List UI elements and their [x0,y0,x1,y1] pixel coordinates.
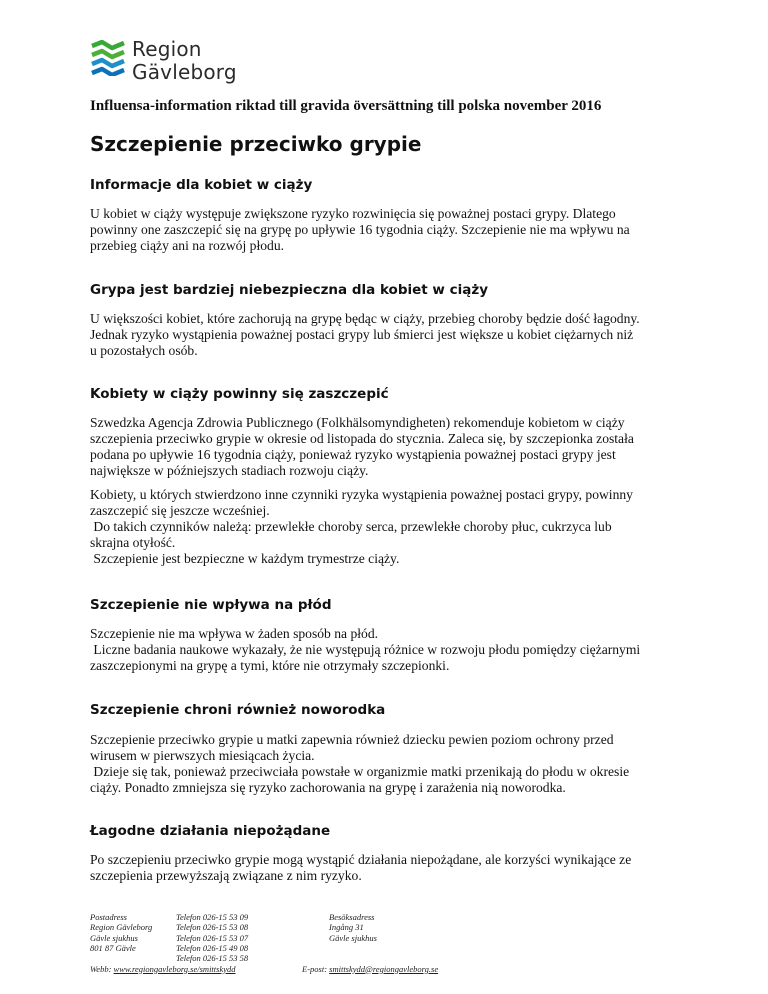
footer-text: 801 87 Gävle [90,942,136,953]
text-line: Szwedzka Agencja Zdrowia Publicznego (Folkhälsomyndigheten) rekomenduje kobietom w ciąży [90,415,625,430]
section-paragraph [90,852,690,884]
section-paragraph [90,626,690,674]
footer-phone-numbers [176,912,248,963]
page-title: Szczepienie przeciwko grypie [90,132,422,156]
text-line: Kobiety, u których stwierdzono inne czynniki ryzyka wystąpienia poważnej postaci grypy, powinny [90,487,633,502]
text-line: U większości kobiet, które zachorują na grypę będąc w ciąży, przebieg choroby będzie dość łagodny. [90,311,640,326]
text-line: u pozostałych osób. [90,343,198,358]
document-subtitle: Influensa-information riktad till gravida översättning till polska november 2016 [90,98,602,114]
footer-text: Telefon 026-15 53 58 [176,953,249,964]
logo-stripes-icon [90,40,126,76]
text-line: U kobiet w ciąży występuje zwiększone ryzyko rozwinięcia się poważnej postaci grypy. Dlatego [90,206,616,221]
section-heading-dzialania: Łagodne działania niepożądane [90,823,331,839]
text-line: wirusem w pierwszych miesiącach życia. [90,748,315,763]
footer-email [302,964,438,974]
section-heading-plod: Szczepienie nie wpływa na płód [90,597,332,613]
section-heading-informacje: Informacje dla kobiet w ciąży [90,177,313,193]
footer-text: Telefon 026-15 53 07 [176,932,249,943]
footer-email-label: E-post: [302,963,330,974]
text-line: Jednak ryzyko wystąpienia poważnej postaci grypy lub śmierci jest większe u kobiet ciężarnych niż [90,327,634,342]
footer-text: Telefon 026-15 53 09 [176,912,249,922]
section-paragraph [90,206,690,254]
logo-line-2: Gävleborg [132,60,237,84]
text-line: zaszczepić się jeszcze wcześniej. [90,503,270,518]
section-paragraph [90,732,690,796]
footer-text: Ingång 31 [329,922,364,933]
text-line: Szczepienie nie ma wpływa w żaden sposób na płód. [90,626,379,641]
footer-text: Telefon 026-15 49 08 [176,942,249,953]
footer-web-label: Webb: [90,963,114,974]
footer-text: Gävle sjukhus [90,932,138,943]
logo-line-1: Region [132,37,202,61]
text-line: Szczepienie jest bezpieczne w każdym trymestrze ciąży. [90,551,400,566]
text-line: szczepienia przeciwko grypie w okresie od listopada do stycznia. Zaleca się, by szczepionka została [90,431,634,446]
footer-email-link[interactable]: smittskydd@regiongavleborg.se [329,963,439,974]
text-line: Szczepienie przeciwko grypie u matki zapewnia również dziecku pewien poziom ochrony przed [90,732,614,747]
footer-text: Telefon 026-15 53 08 [176,922,249,933]
text-line: ciąży. Ponadto zmniejsza się ryzyko zachorowania na grypę i zarażenia nią noworodka. [90,780,566,795]
text-line: Dzieje się tak, ponieważ przeciwciała powstałe w organizmie matki przenikają do płodu w okresie [90,764,630,779]
text-line: przebieg ciąży ani na rozwój płodu. [90,238,285,253]
section-paragraph [90,487,690,567]
text-line: powinny one zaszczepić się na grypę po upływie 16 tygodnia ciąży. Szczepienie nie ma wpływu na [90,222,630,237]
logo-wordmark [132,38,237,84]
text-line: największe w późniejszych stadiach rozwoju ciąży. [90,463,369,478]
footer-postal-address [90,912,152,953]
footer-text: Postadress [90,912,127,922]
page-footer [90,912,690,982]
text-line: Do takich czynników należą: przewlekłe choroby serca, przewlekłe choroby płuc, cukrzyca lub [90,519,612,534]
text-line: Liczne badania naukowe wykazały, że nie występują różnice w rozwoju płodu pomiędzy ciężarnymi [90,642,641,657]
text-line: skrajna otyłość. [90,535,176,550]
footer-text: Gävle sjukhus [329,932,377,943]
footer-web [90,964,236,974]
text-line: zaszczepionymi na grypę a tymi, które nie otrzymały szczepionki. [90,658,450,673]
section-heading-grypa: Grypa jest bardziej niebezpieczna dla kobiet w ciąży [90,282,489,298]
text-line: szczepienia przewyższają związane z nim ryzyko. [90,868,362,883]
text-line: podana po upływie 16 tygodnia ciąży, ponieważ ryzyko wystąpienia poważnej postaci grypy jest [90,447,616,462]
footer-web-link[interactable]: www.regiongavleborg.se/smittskydd [113,963,236,974]
footer-text: Besöksadress [329,912,375,922]
section-paragraph [90,415,690,479]
section-heading-kobiety: Kobiety w ciąży powinny się zaszczepić [90,386,389,402]
footer-text: Region Gävleborg [90,922,153,933]
text-line: Po szczepieniu przeciwko grypie mogą wystąpić działania niepożądane, ale korzyści wynikające ze [90,852,632,867]
section-paragraph [90,311,690,359]
section-heading-noworodek: Szczepienie chroni również noworodka [90,702,386,718]
footer-visit-address [329,912,377,943]
region-gavleborg-logo [90,38,280,90]
